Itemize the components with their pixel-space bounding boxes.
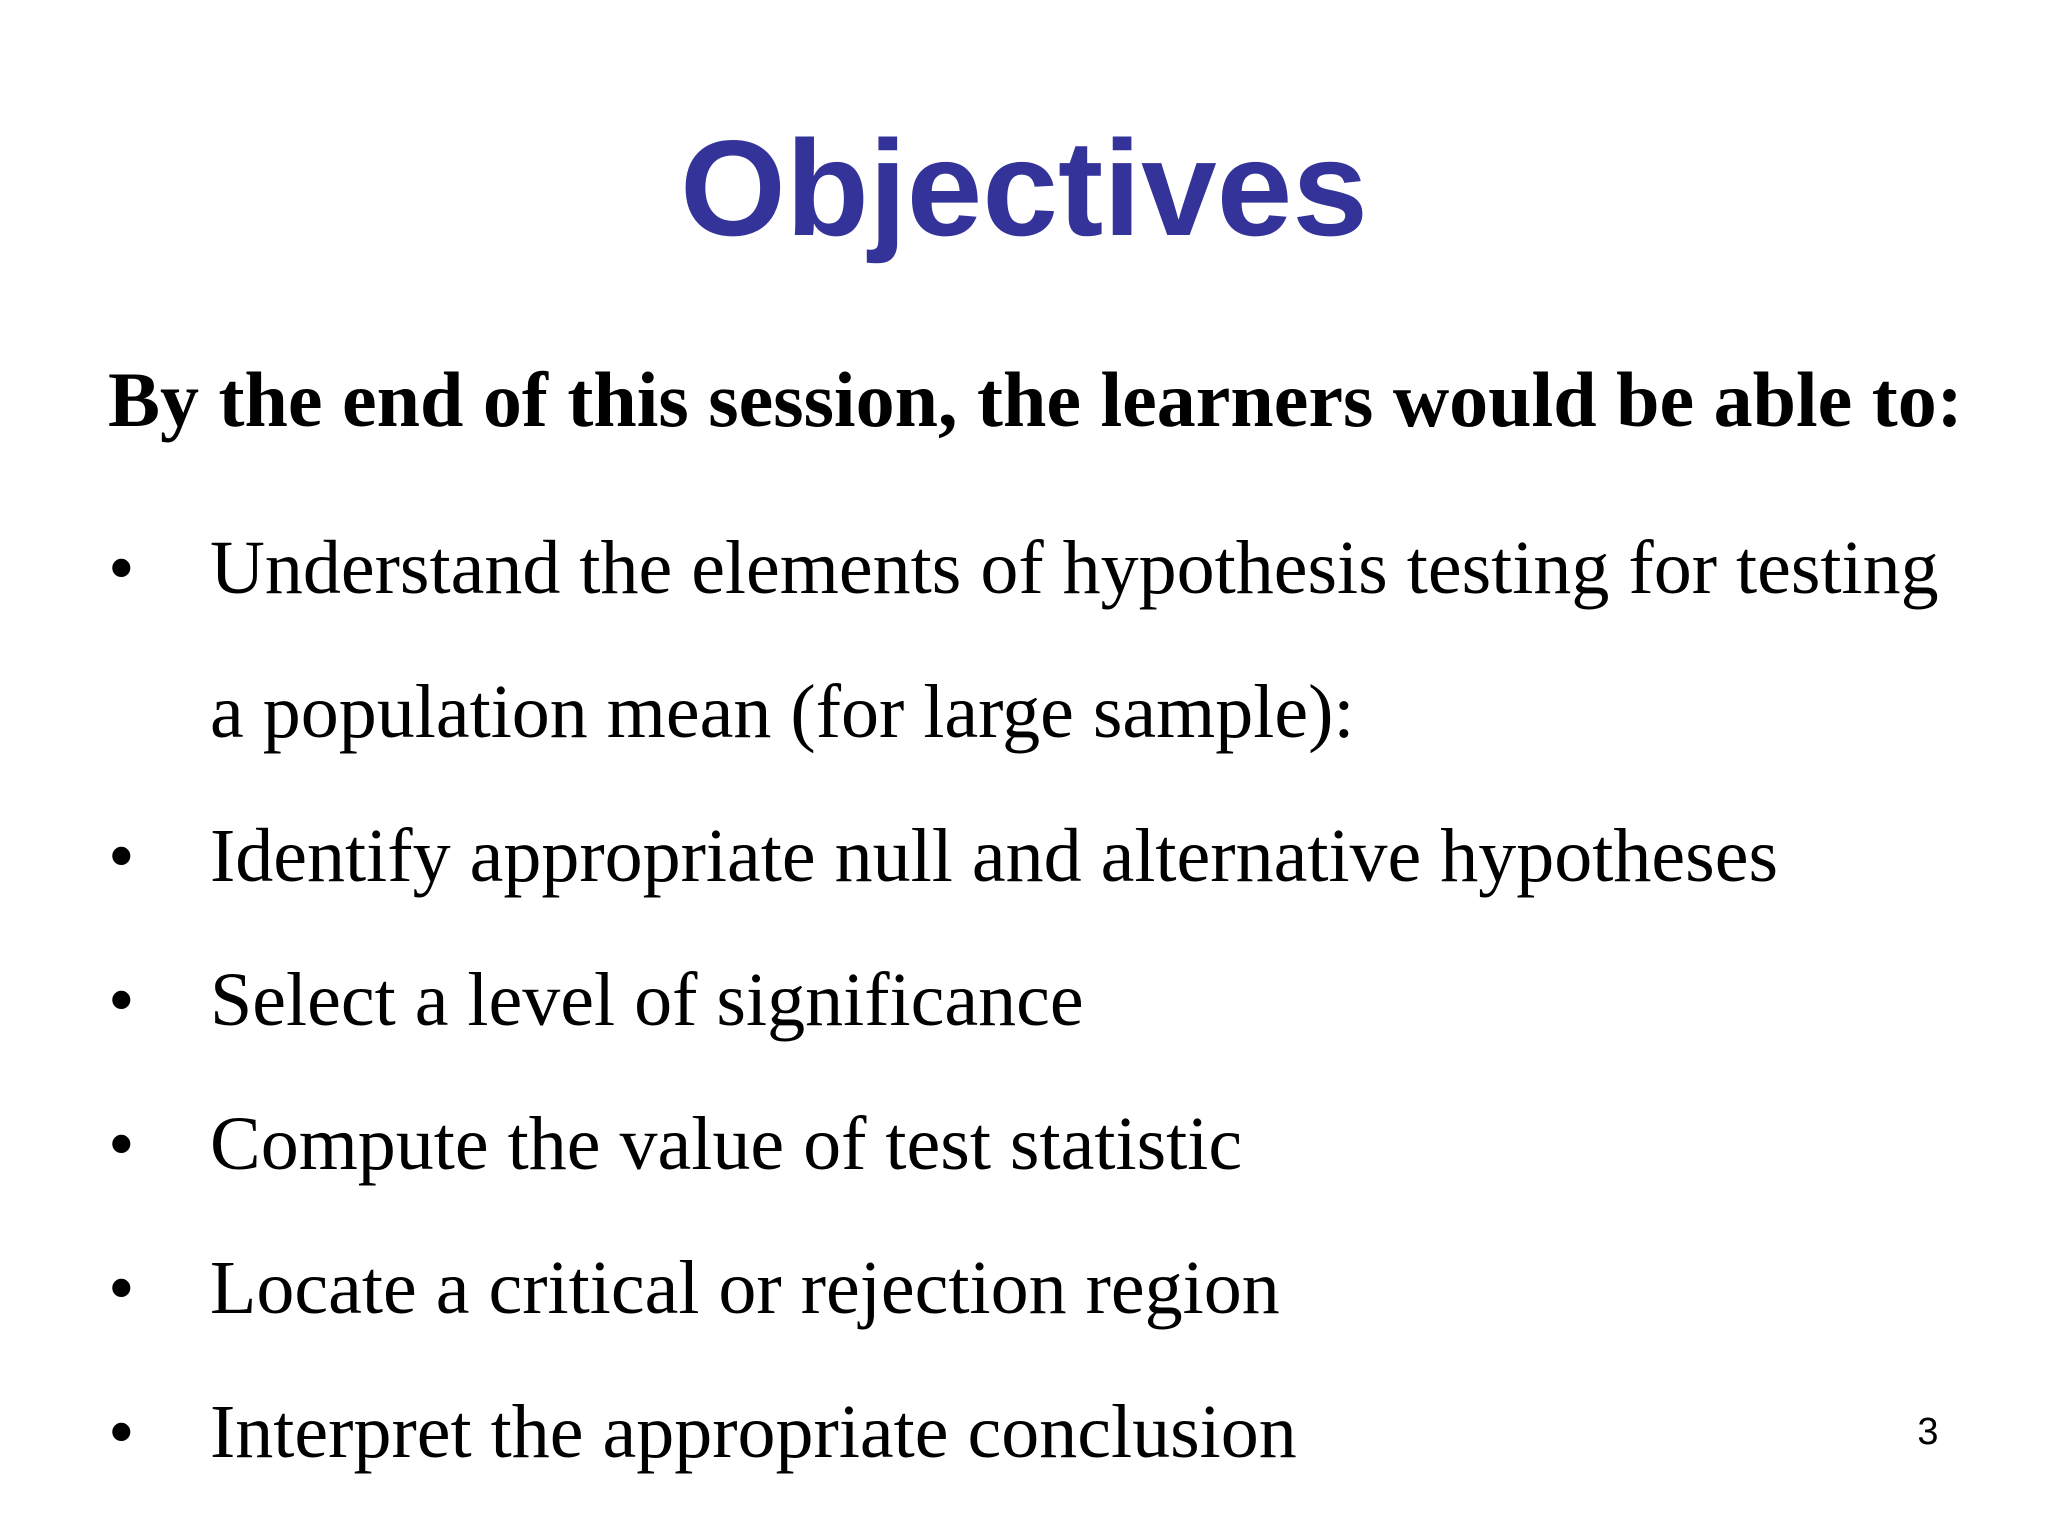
list-item bbox=[0, 1072, 2048, 1216]
list-item bbox=[0, 1360, 2048, 1504]
bullet-icon: • bbox=[108, 526, 135, 610]
bullet-icon: • bbox=[108, 1102, 135, 1186]
list-item-text-continued: a population mean (for large sample): bbox=[210, 670, 1355, 754]
list-item bbox=[0, 496, 2048, 784]
list-item bbox=[0, 1216, 2048, 1360]
intro-text: By the end of this session, the learners would be able to: bbox=[108, 356, 1963, 443]
list-item-text: Interpret the appropriate conclusion bbox=[210, 1390, 1297, 1474]
list-item bbox=[0, 784, 2048, 928]
list-item-text: Compute the value of test statistic bbox=[210, 1102, 1243, 1186]
list-item-text: Select a level of significance bbox=[210, 958, 1084, 1042]
bullet-icon: • bbox=[108, 958, 135, 1042]
bullet-icon: • bbox=[108, 1390, 135, 1474]
list-item-text: Understand the elements of hypothesis testing for testing bbox=[210, 526, 1939, 610]
page-number: 3 bbox=[1917, 1411, 1939, 1453]
list-item bbox=[0, 928, 2048, 1072]
objectives-list bbox=[0, 496, 2048, 1504]
list-item-text: Identify appropriate null and alternative hypotheses bbox=[210, 814, 1779, 898]
bullet-icon: • bbox=[108, 814, 135, 898]
slide-title: Objectives bbox=[680, 112, 1368, 264]
list-item-text: Locate a critical or rejection region bbox=[210, 1246, 1280, 1330]
bullet-icon: • bbox=[108, 1246, 135, 1330]
